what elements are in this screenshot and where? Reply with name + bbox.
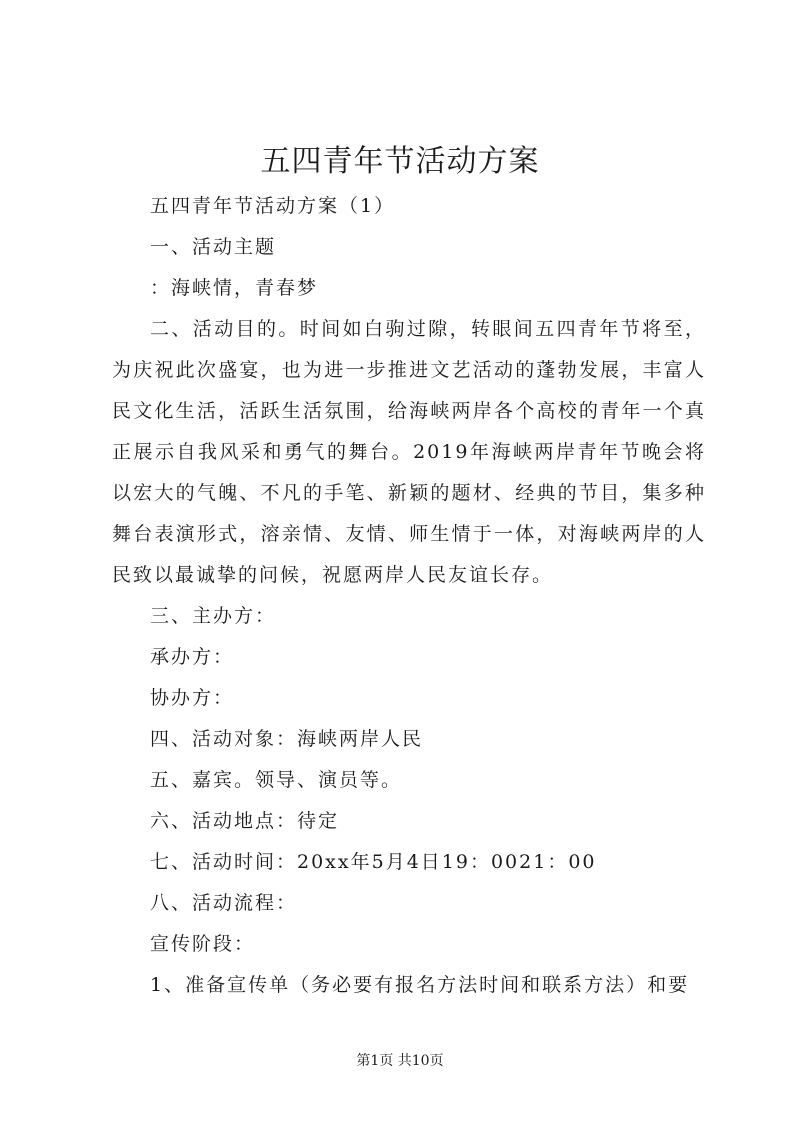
paragraph-guests: 五、嘉宾。领导、演员等。 — [150, 769, 403, 791]
paragraph-time: 七、活动时间：20xx年5月4日19：0021：00 — [150, 851, 597, 873]
paragraph-step-1: 1、准备宣传单（务必要有报名方法时间和联系方法）和要 — [150, 974, 690, 996]
page-footer: 第1页 共10页 — [356, 1053, 444, 1069]
document-title: 五四青年节活动方案 — [260, 144, 540, 179]
paragraph-section-1: 一、活动主题 — [150, 236, 277, 258]
paragraph-audience: 四、活动对象：海峡两岸人民 — [150, 728, 424, 750]
paragraph-subtitle: 五四青年节活动方案（1） — [150, 195, 396, 217]
paragraph-organizer: 承办方： — [150, 646, 235, 668]
paragraph-host: 三、主办方： — [150, 605, 277, 627]
paragraph-process: 八、活动流程： — [150, 892, 298, 914]
document-body — [112, 186, 706, 1006]
paragraph-location: 六、活动地点：待定 — [150, 810, 340, 832]
paragraph-co-organizer: 协办方： — [150, 687, 235, 709]
paragraph-promotion: 宣传阶段： — [150, 933, 256, 955]
paragraph-theme: ：海峡情，青春梦 — [150, 277, 319, 299]
paragraph-purpose: 二、活动目的。时间如白驹过隙，转眼间五四青年节将至，为庆祝此次盛宴，也为进一步推进文艺活动的蓬勃发展，丰富人民文化生活，活跃生活氛围，给海峡两岸各个高校的青年一个真正展示自我风采和勇气的舞台。2019年海峡两岸青年节晚会将以宏大的气魄、不凡的手笔、新颖的题材、经典的节目，集多种舞台表演形式，溶亲情、友情、师生情于一体，对海峡两岸的人民致以最诚挚的问候，祝愿两岸人民友谊长存。 — [112, 318, 706, 586]
